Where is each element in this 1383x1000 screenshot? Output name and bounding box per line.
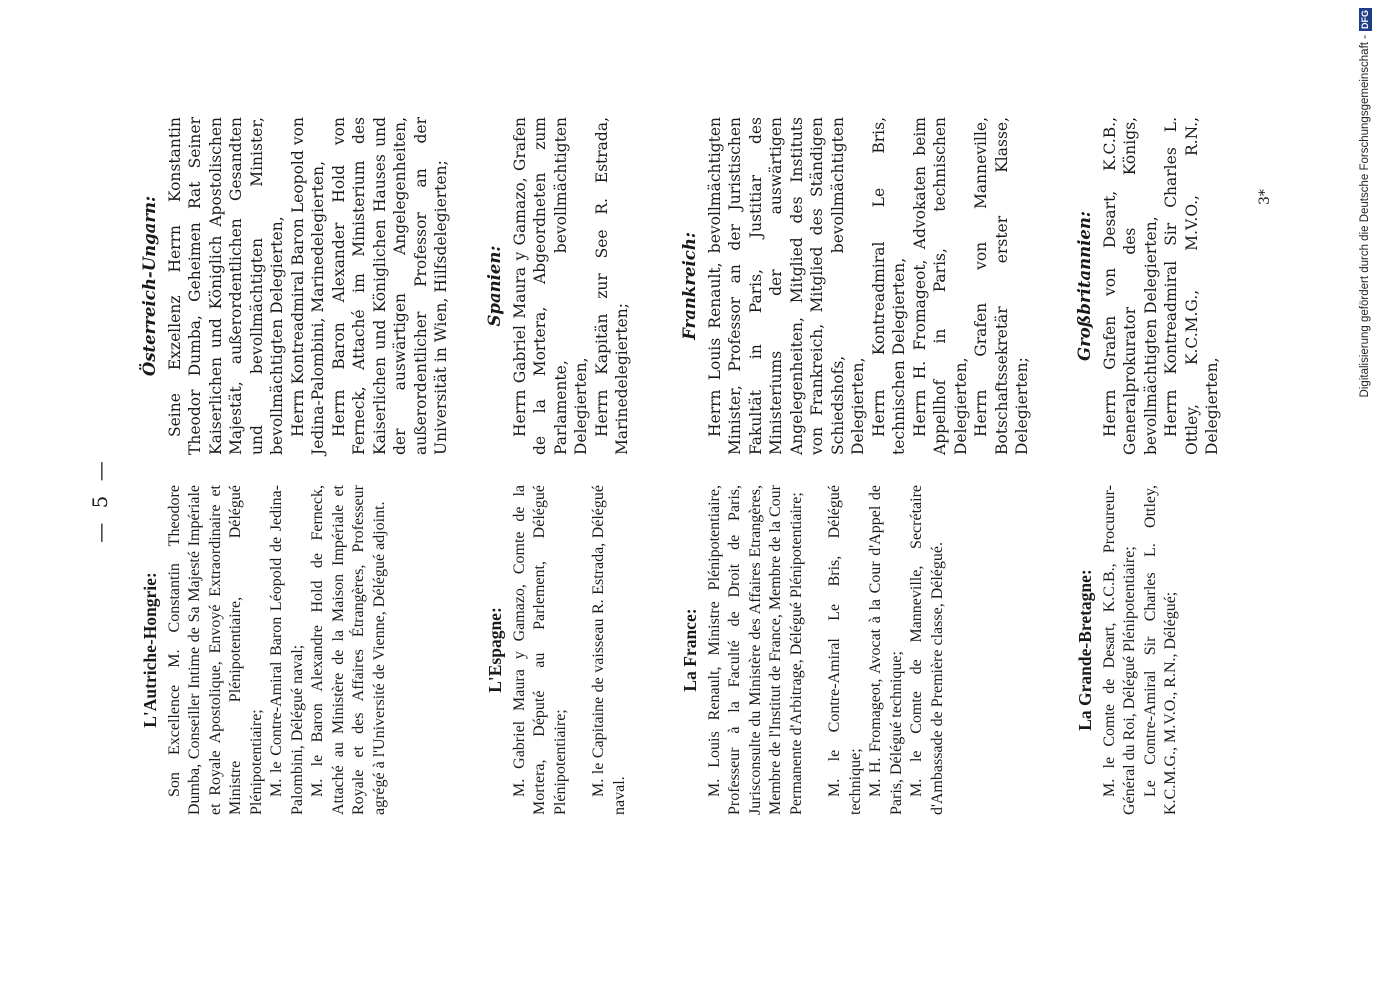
- entry-de-france-4: Herrn Grafen von Manneville, Botschaftssekretär erster Klasse, Delegierten;: [972, 117, 1031, 455]
- entry-fr-france-3: M. H. Fromageot, Avocat à la Cour d'Appel de Paris, Délégué technique;: [867, 485, 905, 815]
- entry-fr-austria-3: M. le Baron Alexandre Hold de Ferneck, Attaché au Ministère de la Maison Impériale et Royale et des Affaires Étrangères, Professeur agrégé à l'Université de Vienne, Délégué adjoint.: [309, 485, 388, 815]
- heading-fr-britain: La Grande-Bretagne:: [1075, 569, 1095, 731]
- heading-fr-france: La France:: [680, 608, 700, 692]
- section-fr-france: [680, 485, 948, 815]
- entry-fr-spain-2: M. le Capitaine de vaisseau R. Estrada, Délégué naval.: [590, 485, 628, 815]
- entry-de-austria-2: Herrn Kontreadmiral Baron Leopold von Jedina-Palombini, Marinedelegierten,: [288, 117, 327, 455]
- entry-de-austria-1: Seine Exzellenz Herrn Konstantin Theodor Dumba, Geheimen Rat Seiner Kaiserlichen und Königlich Apostolischen Majestät, außerordentlichen Gesandten und bevollmächtigten Minister, bevollmächtigten Delegierten,: [165, 117, 286, 455]
- page-number: — 5 —: [88, 457, 112, 543]
- section-de-france: [680, 117, 1033, 455]
- entry-fr-austria-2: M. le Contre-Amiral Baron Léopold de Jedina-Palombini, Délégué naval;: [268, 485, 306, 815]
- funding-note-text: Digitalisierung gefördert durch die Deutsche Forschungsgemeinschaft -: [1359, 35, 1371, 398]
- entry-fr-france-2: M. le Contre-Amiral Le Bris, Délégué technique;: [826, 485, 864, 815]
- entry-fr-austria-1: Son Excellence M. Constantin Theodore Dumba, Conseiller Intime de Sa Majesté Impériale et Royale Apostolique, Envoyé Extraordinaire et Ministre Plénipotentiaire, Délégué Plénipotentiaire;: [165, 485, 265, 815]
- heading-de-britain: Großbritannien:: [1075, 211, 1094, 361]
- entry-de-britain-2: Herrn Kontreadmiral Sir Charles L. Ottley, K.C.M.G., M.V.O., R.N., Delegierten,: [1162, 117, 1221, 455]
- section-fr-britain: [1075, 485, 1182, 815]
- heading-fr-austria: L'Autriche-Hongrie:: [140, 572, 160, 728]
- entry-de-france-3: Herrn H. Fromageot, Advokaten beim Appellhof in Paris, technischen Delegierten,: [910, 117, 970, 455]
- section-de-spain: [485, 117, 633, 455]
- heading-fr-spain: L'Espagne:: [485, 607, 505, 693]
- section-de-britain: [1075, 117, 1223, 455]
- heading-de-france: Frankreich:: [680, 232, 699, 340]
- entry-de-france-2: Herrn Kontreadmiral Le Bris, technischen Delegierten,: [869, 117, 908, 455]
- entry-fr-britain-1: M. le Comte de Desart, K.C.B., Procureur-Général du Roi, Délégué Plénipotentiaire;: [1100, 485, 1138, 815]
- section-fr-spain: [485, 485, 630, 815]
- folio-mark: 3*: [1257, 189, 1273, 205]
- entry-de-spain-2: Herrn Kapitän zur See R. Estrada, Marinedelegierten;: [592, 117, 631, 455]
- entry-de-austria-3: Herrn Baron Alexander Hold von Ferneck, Attaché im Ministerium des Kaiserlichen und Königlichen Hauses und der auswärtigen Angelegenheiten, außerordentlicher Professor an der Universität in Wien, Hilfsdelegierten;: [329, 117, 450, 455]
- entry-fr-france-4: M. le Comte de Manneville, Secrétaire d'Ambassade de Première classe, Délégué.: [908, 485, 946, 815]
- entry-fr-britain-2: Le Contre-Amiral Sir Charles L. Ottley, K.C.M.G., M.V.O., R.N., Délégué;: [1141, 485, 1179, 815]
- entry-de-france-1: Herrn Louis Renault, bevollmächtigten Minister, Professor an der Juristischen Fakultät in Paris, Justitiar des Ministeriums der auswärtigen Angelegenheiten, Mitglied des Instituts von Frankreich, Mitglied des Ständigen Schiedshofs, bevollmächtigten Delegierten,: [705, 117, 867, 455]
- entry-fr-france-1: M. Louis Renault, Ministre Plénipotentiaire, Professeur à la Faculté de Droit de Paris, Jurisconsulte du Ministère des Affaires Etrangères, Membre de l'Institut de France, Membre de la Cour Permanente d'Arbitrage, Délégué Plénipotentiaire;: [705, 485, 805, 815]
- section-de-austria: [140, 117, 452, 455]
- dfg-logo: DFG: [1360, 10, 1370, 29]
- entry-de-spain-1: Herrn Gabriel Maura y Gamazo, Grafen de la Mortera, Abgeordneten zum Parlamente, bevollmächtigten Delegierten,: [510, 117, 590, 455]
- section-fr-austria: [140, 485, 390, 815]
- funding-note: [1355, 8, 1375, 998]
- heading-de-austria: Österreich-Ungarn:: [140, 195, 159, 377]
- entry-fr-spain-1: M. Gabriel Maura y Gamazo, Comte de la Mortera, Député au Parlement, Délégué Plénipotentiaire;: [510, 485, 569, 815]
- entry-de-britain-1: Herrn Grafen von Desart, K.C.B., Generalprokurator des Königs, bevollmächtigten Delegierten,: [1100, 117, 1160, 455]
- heading-de-spain: Spanien:: [485, 245, 504, 327]
